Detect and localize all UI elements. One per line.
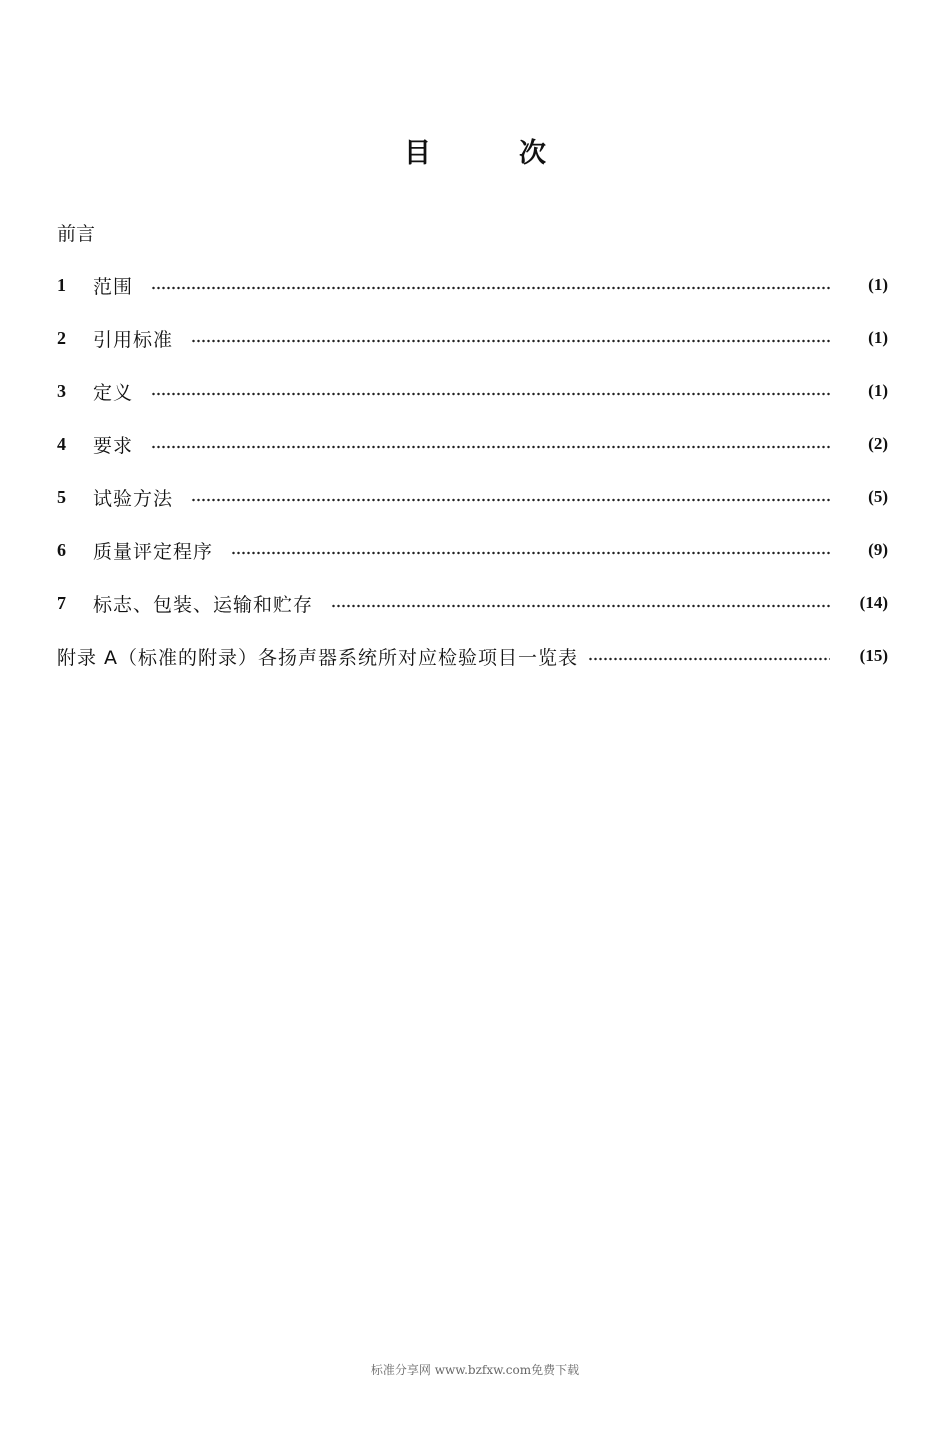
toc-entry-5[interactable] <box>57 482 888 512</box>
toc-number: 1 <box>57 274 66 295</box>
dot-leader <box>191 339 830 343</box>
page-title <box>0 136 950 172</box>
toc-page: (1) <box>868 328 888 347</box>
toc-label: 质量评定程序 <box>93 540 214 563</box>
title-char-2: 次 <box>519 138 546 169</box>
toc-entry-2[interactable] <box>57 323 888 353</box>
toc-number: 3 <box>57 380 66 401</box>
toc-entry-4[interactable] <box>57 429 888 459</box>
toc-number: 2 <box>57 327 66 348</box>
dot-leader <box>191 498 830 502</box>
title-char-1: 目 <box>404 138 431 169</box>
toc-entry-7[interactable] <box>57 588 888 618</box>
foreword-heading: 前言 <box>57 223 96 245</box>
toc-number: 7 <box>57 592 66 613</box>
toc-entry-3[interactable] <box>57 376 888 406</box>
toc-number: 4 <box>57 433 66 454</box>
dot-leader <box>231 551 830 555</box>
toc-page: (14) <box>859 593 888 612</box>
toc-label: 范围 <box>93 275 134 298</box>
dot-leader <box>588 657 830 661</box>
toc-page: (1) <box>868 381 888 400</box>
toc-page: (1) <box>868 275 888 294</box>
toc-page: (15) <box>859 646 888 665</box>
toc-page: (5) <box>868 487 888 506</box>
toc-label: 试验方法 <box>93 487 174 510</box>
dot-leader <box>151 286 830 290</box>
toc-label: 引用标准 <box>93 328 174 351</box>
toc-number: 5 <box>57 486 66 507</box>
toc-page: (2) <box>868 434 888 453</box>
dot-leader <box>151 392 830 396</box>
toc-number: 6 <box>57 539 66 560</box>
toc-entry-1[interactable] <box>57 270 888 300</box>
toc-label: 标志、包装、运输和贮存 <box>93 593 314 616</box>
toc-entry-appendix-a[interactable] <box>57 641 888 671</box>
toc-label: 要求 <box>93 434 134 457</box>
toc-label: 附录 A（标准的附录）各扬声器系统所对应检验项目一览表 <box>57 646 579 669</box>
footer-watermark: 标准分享网 www.bzfxw.com免费下载 <box>370 1363 580 1377</box>
toc-page: (9) <box>868 540 888 559</box>
toc-label: 定义 <box>93 381 134 404</box>
dot-leader <box>151 445 830 449</box>
dot-leader <box>331 604 830 608</box>
toc-entry-6[interactable] <box>57 535 888 565</box>
